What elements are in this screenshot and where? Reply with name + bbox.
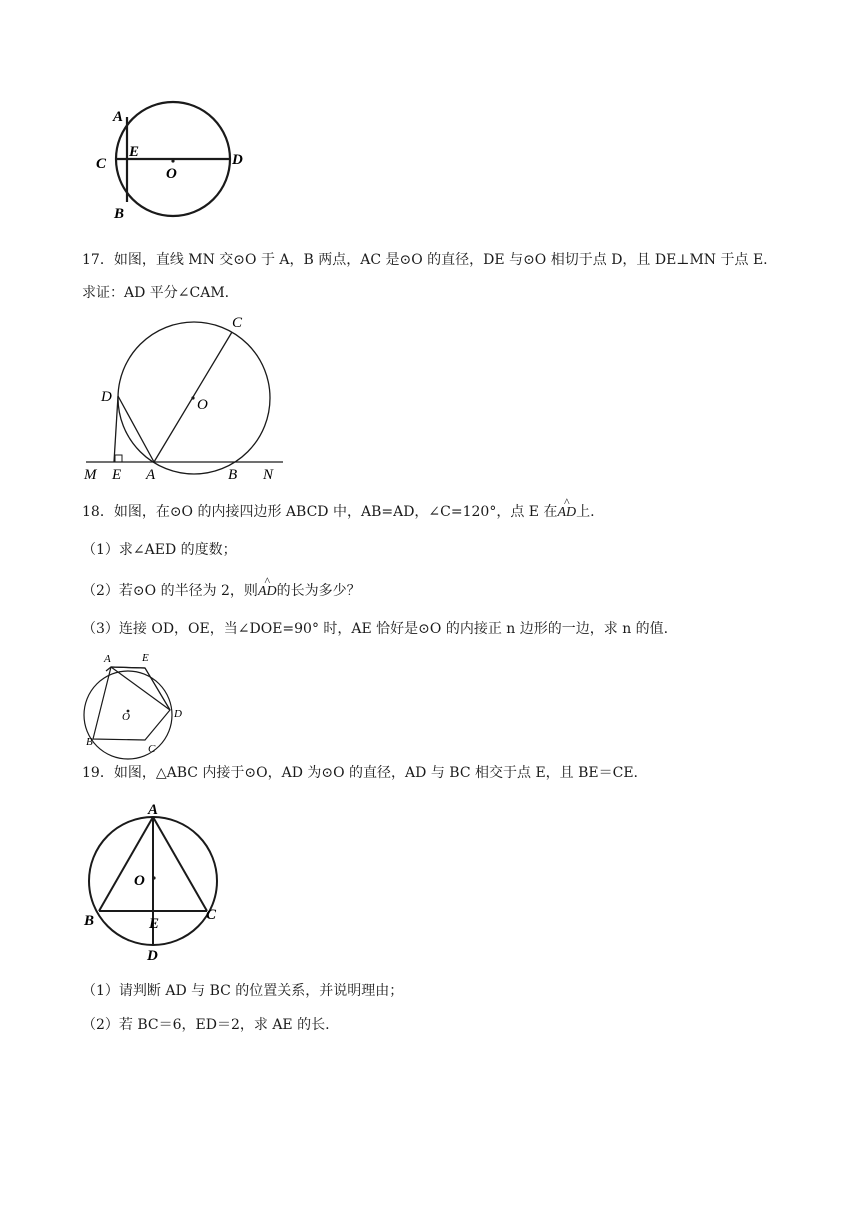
label-A: A	[113, 109, 124, 125]
label-O: O	[166, 166, 177, 182]
q18-sub2-pre: （2）若⊙O 的半径为 2，则	[82, 583, 258, 599]
label-B: B	[86, 736, 93, 748]
label-D: D	[101, 389, 112, 405]
label-O: O	[122, 711, 130, 723]
label-C: C	[206, 907, 217, 923]
q19-figure	[80, 798, 230, 963]
arc-hat: ^	[264, 574, 271, 588]
label-E: E	[142, 652, 149, 664]
label-E: E	[149, 916, 160, 932]
q18-line1-pre: 18．如图，在⊙O 的内接四边形 ABCD 中，AB=AD，∠C=120°，点 E 在	[82, 504, 558, 520]
label-B: B	[228, 467, 238, 483]
label-D: D	[232, 152, 243, 168]
label-A: A	[104, 653, 111, 665]
label-O: O	[134, 873, 145, 889]
label-C: C	[148, 743, 156, 755]
label-O: O	[197, 397, 208, 413]
q17-figure	[80, 312, 290, 484]
label-E: E	[129, 144, 140, 160]
label-B: B	[84, 913, 95, 929]
label-D: D	[174, 708, 182, 720]
q17-text-line1: 17．如图，直线 MN 交⊙O 于 A，B 两点，AC 是⊙O 的直径，DE 与⊙O 相切于点 D，且 DE⊥MN 于点 E.	[82, 252, 768, 268]
label-M: M	[84, 467, 97, 483]
label-C: C	[232, 315, 243, 331]
label-A: A	[146, 467, 156, 483]
q18-text-line1	[82, 495, 595, 522]
arc-AD	[257, 574, 277, 601]
label-C: C	[96, 156, 107, 172]
label-E: E	[112, 467, 122, 483]
label-A: A	[148, 802, 159, 818]
q19-sub2: （2）若 BC＝6，ED＝2，求 AE 的长.	[82, 1017, 330, 1033]
q18-sub3: （3）连接 OD，OE，当∠DOE=90° 时，AE 恰好是⊙O 的内接正 n 边形的一边，求 n 的值.	[82, 621, 669, 637]
q18-line1-post: 上.	[576, 504, 595, 520]
q19-sub1: （1）请判断 AD 与 BC 的位置关系，并说明理由；	[82, 983, 404, 999]
arc-AD-text: AD	[557, 505, 577, 520]
q17-text-line2: 求证：AD 平分∠CAM.	[82, 285, 230, 301]
q18-sub2	[82, 574, 361, 601]
label-B: B	[114, 206, 125, 222]
q19-text-line1: 19．如图，△ABC 内接于⊙O，AD 为⊙O 的直径，AD 与 BC 相交于点 E，且 BE＝CE.	[82, 765, 639, 781]
arc-AD	[557, 495, 577, 522]
label-D: D	[147, 948, 158, 963]
q18-sub1: （1）求∠AED 的度数；	[82, 542, 237, 558]
label-N: N	[263, 467, 274, 483]
arc-AD-text: AD	[257, 584, 277, 599]
figure-circle-chord	[90, 98, 250, 223]
q18-sub2-post: 的长为多少？	[276, 583, 361, 599]
q18-figure	[80, 650, 190, 760]
arc-hat: ^	[563, 495, 570, 509]
